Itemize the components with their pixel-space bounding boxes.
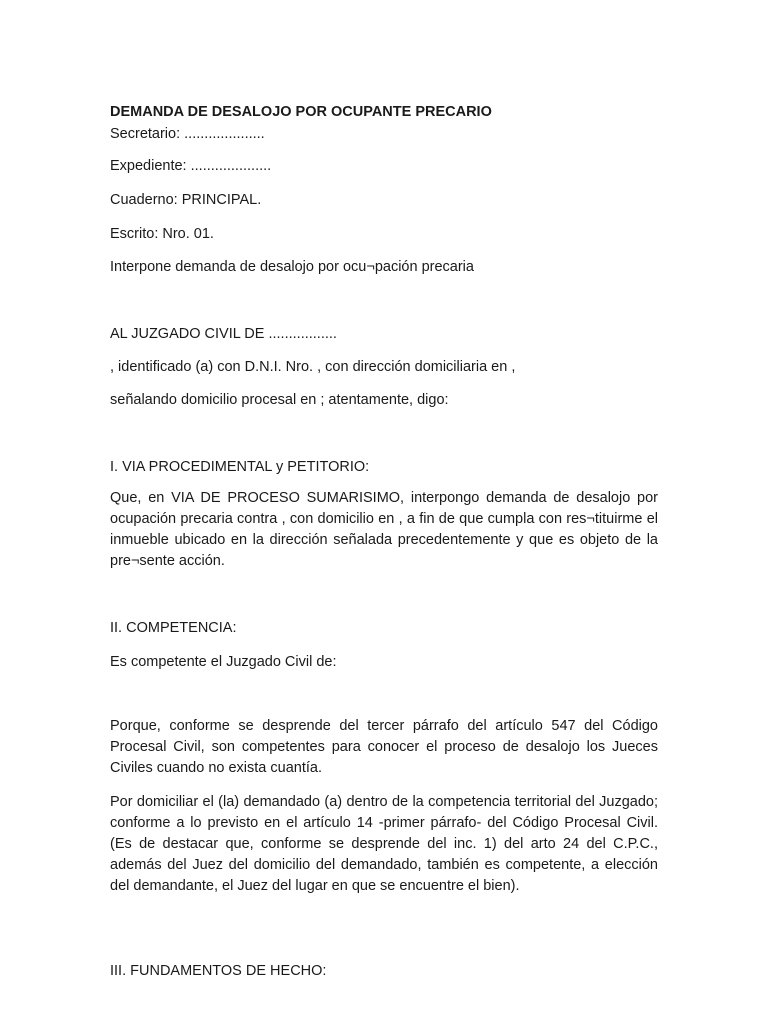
petitorio-paragraph: Que, en VIA DE PROCESO SUMARISIMO, interpongo demanda de desalojo por ocupación precaria contra , con domicilio en , a fin de que cumpla con res¬tituirme el inmueble ubicado en la dirección señalada precedentemente y que es objeto de la pre¬sente acción. [110,490,658,569]
secretario-line: Secretario: .................... [110,126,265,142]
identificacion-line: , identificado (a) con D.N.I. Nro. , con dirección domiciliaria en , [110,359,516,375]
competencia-paragraph-1: Porque, conforme se desprende del tercer párrafo del artículo 547 del Código Procesal Civil, son competentes para conocer el proceso de desalojo los Jueces Civiles cuando no exista cuantía. [110,718,658,776]
competencia-paragraph-2: Por domiciliar el (la) demandado (a) dentro de la competencia territorial del Juzgado; conforme a lo previsto en el artículo 14 -primer párrafo- del Código Procesal Civil. (Es de destacar que, conforme se desprende del inc. 1) del arto 24 del C.P.C., además del Juez del domicilio del demandado, también es competente, a elección del demandante, el Juez del lugar en que se encuentre el bien). [110,794,658,894]
competencia-intro: Es competente el Juzgado Civil de: [110,654,337,670]
domicilio-procesal-line: señalando domicilio procesal en ; atentamente, digo: [110,392,449,408]
section-heading-competencia: II. COMPETENCIA: [110,620,237,636]
expediente-line: Expediente: .................... [110,158,272,174]
escrito-line: Escrito: Nro. 01. [110,226,214,242]
sumilla-line: Interpone demanda de desalojo por ocu¬pación precaria [110,259,474,275]
juzgado-line: AL JUZGADO CIVIL DE ................. [110,326,337,342]
cuaderno-line: Cuaderno: PRINCIPAL. [110,192,262,208]
section-heading-fundamentos-de-hecho: III. FUNDAMENTOS DE HECHO: [110,963,327,979]
section-heading-via-procedimental: I. VIA PROCEDIMENTAL y PETITORIO: [110,459,370,475]
document-title: DEMANDA DE DESALOJO POR OCUPANTE PRECARIO [110,104,492,120]
